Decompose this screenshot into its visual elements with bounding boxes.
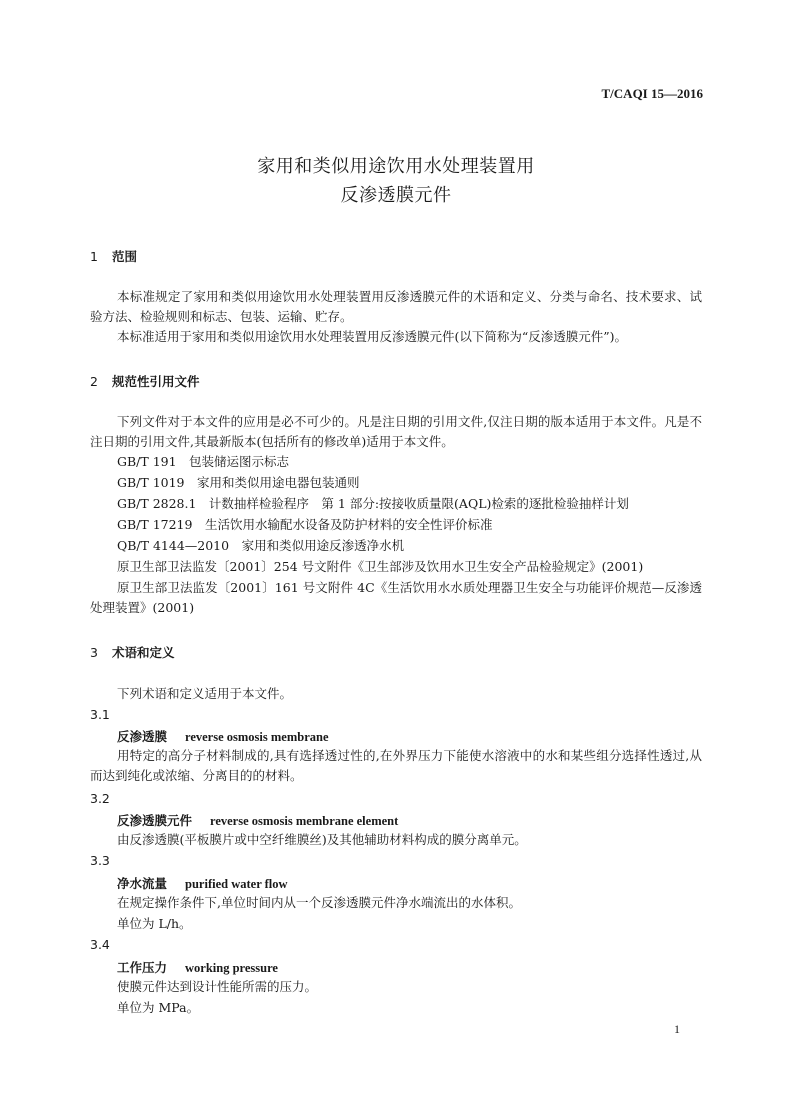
page-number: 1 xyxy=(674,1022,680,1036)
section-3-heading xyxy=(90,643,175,661)
section-1-paragraph-2: 本标准适用于家用和类似用途饮用水处理装置用反渗透膜元件(以下简称为“反渗透膜元件”)。 xyxy=(117,329,628,344)
normative-reference: GB/T 2828.1 计数抽样检验程序 第 1 部分:按接收质量限(AQL)检索的逐批检验抽样计划 xyxy=(117,496,629,511)
section-1-heading xyxy=(90,247,137,265)
term-heading xyxy=(117,727,329,745)
section-number: 3 xyxy=(90,645,98,660)
clause-number: 3.1 xyxy=(90,707,110,722)
term-english: working pressure xyxy=(185,961,278,975)
term-unit: 单位为 L/h。 xyxy=(117,916,192,931)
document-title-line-2: 反渗透膜元件 xyxy=(340,185,452,206)
document-title-line-1: 家用和类似用途饮用水处理装置用 xyxy=(257,156,535,177)
normative-reference: GB/T 1019 家用和类似用途电器包装通则 xyxy=(117,475,360,490)
term-english: reverse osmosis membrane xyxy=(185,730,329,744)
normative-reference: 原卫生部卫法监发〔2001〕254 号文附件《卫生部涉及饮用水卫生安全产品检验规定》(2001) xyxy=(117,559,644,574)
term-chinese: 净水流量 xyxy=(117,876,168,891)
section-title: 规范性引用文件 xyxy=(112,374,200,389)
section-title: 范围 xyxy=(112,249,138,264)
term-chinese: 工作压力 xyxy=(117,960,168,975)
clause-number: 3.2 xyxy=(90,791,110,806)
section-2-paragraph: 下列文件对于本文件的应用是必不可少的。凡是注日期的引用文件,仅注日期的版本适用于本文件。凡是不注日期的引用文件,其最新版本(包括所有的修改单)适用于本文件。 xyxy=(90,414,702,449)
standard-code: T/CAQI 15—2016 xyxy=(601,86,703,101)
term-chinese: 反渗透膜 xyxy=(117,729,168,744)
term-heading xyxy=(117,958,278,976)
term-definition: 使膜元件达到设计性能所需的压力。 xyxy=(117,979,318,994)
normative-reference: QB/T 4144—2010 家用和类似用途反渗透净水机 xyxy=(117,538,405,553)
normative-reference: 原卫生部卫法监发〔2001〕161 号文附件 4C《生活饮用水水质处理器卫生安全与功能评价规范—反渗透处理装置》(2001) xyxy=(90,580,702,615)
term-english: reverse osmosis membrane element xyxy=(210,814,399,828)
term-definition: 由反渗透膜(平板膜片或中空纤维膜丝)及其他辅助材料构成的膜分离单元。 xyxy=(117,832,527,847)
section-1-paragraph-1: 本标准规定了家用和类似用途饮用水处理装置用反渗透膜元件的术语和定义、分类与命名、技术要求、试验方法、检验规则和标志、包装、运输、贮存。 xyxy=(90,289,702,324)
term-heading xyxy=(117,874,288,892)
normative-reference: GB/T 17219 生活饮用水输配水设备及防护材料的安全性评价标准 xyxy=(117,517,493,532)
section-title: 术语和定义 xyxy=(112,645,175,660)
clause-number: 3.3 xyxy=(90,853,110,868)
term-unit: 单位为 MPa。 xyxy=(117,1000,200,1015)
normative-reference: GB/T 191 包装储运图示标志 xyxy=(117,454,290,469)
section-2-heading xyxy=(90,372,200,390)
clause-number: 3.4 xyxy=(90,937,110,952)
term-heading xyxy=(117,811,398,829)
term-chinese: 反渗透膜元件 xyxy=(117,813,193,828)
section-3-intro: 下列术语和定义适用于本文件。 xyxy=(117,686,293,701)
term-definition: 用特定的高分子材料制成的,具有选择透过性的,在外界压力下能使水溶液中的水和某些组分选择性透过,从而达到纯化或浓缩、分离目的的材料。 xyxy=(90,748,702,783)
term-english: purified water flow xyxy=(185,877,288,891)
section-number: 2 xyxy=(90,374,98,389)
term-definition: 在规定操作条件下,单位时间内从一个反渗透膜元件净水端流出的水体积。 xyxy=(117,895,521,910)
section-number: 1 xyxy=(90,249,98,264)
